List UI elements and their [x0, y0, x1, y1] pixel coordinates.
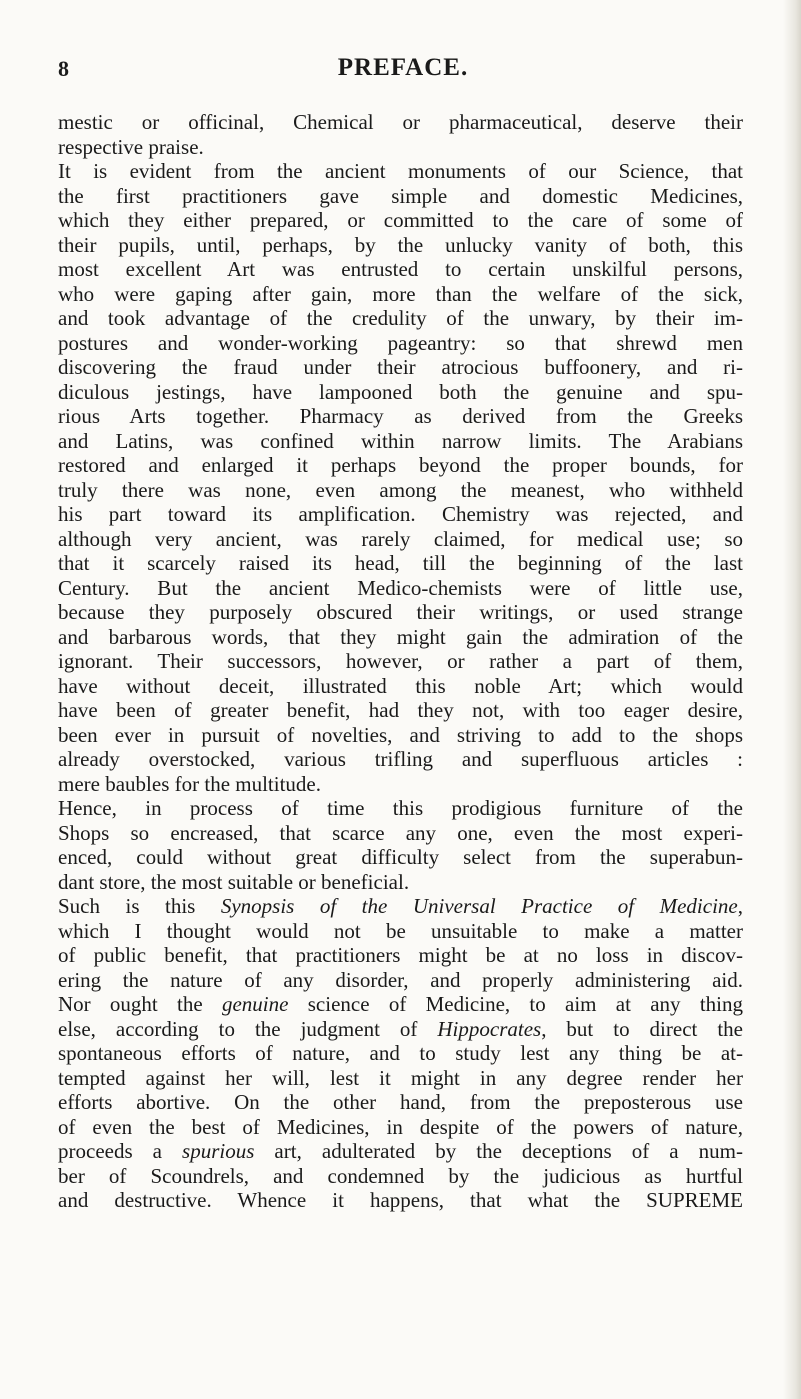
text-line: diculous jestings, have lampooned both the genuine and spu-: [58, 379, 743, 404]
page-edge-shadow: [783, 0, 801, 1399]
italic-text-run: genuine: [221, 992, 289, 1016]
text-run: art, adulterated by the deceptions of a num-: [254, 1139, 743, 1163]
text-line: the first practitioners gave simple and domestic Medicines,: [58, 183, 743, 208]
text-line: that it scarcely raised its head, till the beginning of the last: [58, 551, 743, 575]
text-line: and barbarous words, that they might gain the admiration of the: [58, 624, 743, 649]
text-line: Hence, in process of time this prodigious furniture of the: [58, 796, 743, 820]
text-line: restored and enlarged it perhaps beyond the proper bounds, for: [58, 453, 743, 477]
text-line: and destructive. Whence it happens, that what the SUPREME: [58, 1188, 743, 1212]
text-line: because they purposely obscured their writings, or used strange: [58, 600, 743, 624]
italic-text-run: Hippocrates: [437, 1016, 542, 1041]
text-run: Nor ought the: [58, 992, 222, 1016]
text-line: ber of Scoundrels, and condemned by the judicious as hurtful: [58, 1163, 743, 1188]
text-line: which I thought would not be unsuitable to make a matter: [58, 918, 743, 943]
text-line: of public benefit, that practitioners might be at no loss in discov-: [58, 943, 743, 967]
running-head: PREFACE.: [337, 54, 469, 81]
text-line: who were gaping after gain, more than the welfare of the sick,: [58, 281, 743, 306]
text-line: truly there was none, even among the meanest, who withheld: [58, 477, 743, 502]
text-run: science of Medicine, to aim at any thing: [288, 992, 743, 1016]
text-line: although very ancient, was rarely claimed, for medical use; so: [58, 526, 743, 551]
text-line: spontaneous efforts of nature, and to study lest any thing be at-: [58, 1041, 743, 1065]
text-line: postures and wonder-working pageantry: so that shrewd men: [58, 330, 743, 355]
text-line: his part toward its amplification. Chemistry was rejected, and: [58, 502, 743, 526]
text-line: tempted against her will, lest it might in any degree render her: [58, 1065, 743, 1090]
text-run: , but to direct the: [541, 1016, 743, 1041]
text-line: already overstocked, various trifling and superfluous articles :: [58, 747, 743, 771]
text-line: enced, could without great difficulty select from the superabun-: [58, 845, 743, 869]
preface-body-text: [58, 110, 743, 1213]
page-header: [58, 54, 748, 84]
page-number: 8: [58, 56, 69, 81]
text-line: ering the nature of any disorder, and properly administering aid.: [58, 967, 743, 992]
text-line: have been of greater benefit, had they not, with too eager desire,: [58, 698, 743, 722]
text-run: Such is this: [58, 894, 221, 918]
text-line: most excellent Art was entrusted to certain unskilful persons,: [58, 257, 743, 281]
text-line: mestic or officinal, Chemical or pharmaceutical, deserve their: [58, 110, 743, 134]
text-line: Shops so encreased, that scarce any one, even the most experi-: [58, 820, 743, 845]
text-run: else, according to the judgment of: [58, 1016, 438, 1041]
text-line: respective praise.: [58, 134, 204, 159]
text-line: their pupils, until, perhaps, by the unlucky vanity of both, this: [58, 232, 743, 257]
italic-text-run: Synopsis of the Universal Practice of Medicine: [220, 894, 738, 918]
text-line: of even the best of Medicines, in despite of the powers of nature,: [58, 1114, 743, 1139]
italic-text-run: spurious: [182, 1139, 255, 1163]
text-line: rious Arts together. Pharmacy as derived from the Greeks: [58, 404, 743, 428]
text-run: ,: [737, 894, 743, 918]
text-line: [58, 1017, 743, 1042]
text-line: mere baubles for the multitude.: [58, 771, 322, 796]
text-line: [58, 992, 743, 1017]
text-line: efforts abortive. On the other hand, from the preposterous use: [58, 1090, 743, 1114]
text-line: been ever in pursuit of novelties, and striving to add to the shops: [58, 722, 743, 747]
text-line: which they either prepared, or committed to the care of some of: [58, 208, 743, 232]
text-line: discovering the fraud under their atrocious buffoonery, and ri-: [58, 355, 743, 379]
text-line: and Latins, was confined within narrow limits. The Arabians: [58, 428, 743, 453]
text-line: and took advantage of the credulity of the unwary, by their im-: [58, 306, 743, 330]
text-run: proceeds a: [58, 1139, 183, 1163]
text-line: ignorant. Their successors, however, or rather a part of them,: [58, 649, 743, 673]
text-line: [58, 1139, 743, 1164]
text-line: Century. But the ancient Medico-chemists were of little use,: [58, 575, 743, 600]
text-line: [58, 894, 743, 919]
text-line: have without deceit, illustrated this noble Art; which would: [58, 673, 743, 698]
text-line: dant store, the most suitable or beneficial.: [58, 869, 410, 894]
text-line: It is evident from the ancient monuments of our Science, that: [58, 159, 743, 183]
